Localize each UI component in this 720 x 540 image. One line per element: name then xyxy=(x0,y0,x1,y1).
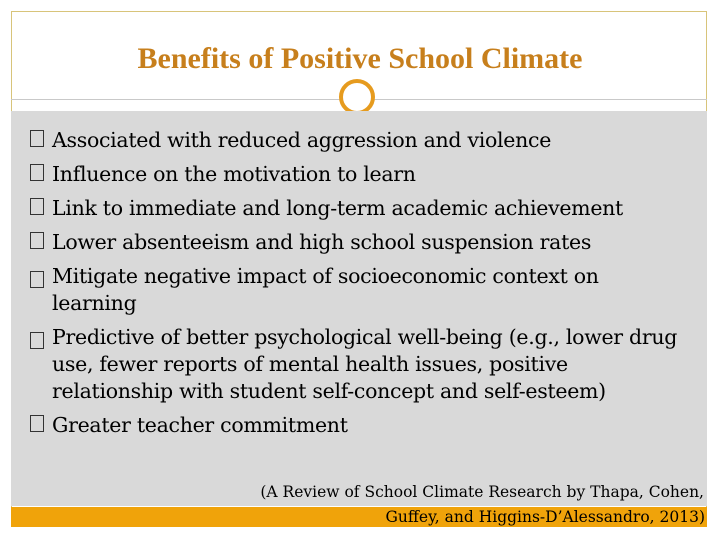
bullet-text: Mitigate negative impact of socioeconomic context on learning xyxy=(52,264,599,315)
bullet-item xyxy=(29,259,689,320)
ring-ornament-icon xyxy=(339,79,375,115)
bullet-box-icon xyxy=(30,198,44,215)
bullet-box-icon xyxy=(30,271,44,288)
citation-line-2: Guffey, and Higgins-D’Alessandro, 2013) xyxy=(385,508,705,526)
bullet-text: Associated with reduced aggression and violence xyxy=(52,128,552,152)
bullet-item xyxy=(29,320,689,408)
bullet-list xyxy=(29,123,689,442)
bullet-item xyxy=(29,123,689,157)
bullet-text: Influence on the motivation to learn xyxy=(52,162,416,186)
bullet-item xyxy=(29,157,689,191)
citation-line-1: (A Review of School Climate Research by Thapa, Cohen, xyxy=(260,483,704,501)
bullet-box-icon xyxy=(30,415,44,432)
bullet-box-icon xyxy=(30,130,44,147)
bullet-text: Greater teacher commitment xyxy=(52,413,348,437)
bullet-item xyxy=(29,408,689,442)
bullet-item xyxy=(29,191,689,225)
bullet-item xyxy=(29,225,689,259)
bullet-text: Predictive of better psychological well-being (e.g., lower drug use, fewer reports of mental health issues, positive relationship with student self-concept and self-esteem) xyxy=(52,325,678,403)
bullet-text: Lower absenteeism and high school suspension rates xyxy=(52,230,592,254)
bullet-box-icon xyxy=(30,332,44,349)
slide-title: Benefits of Positive School Climate xyxy=(137,42,583,75)
bullet-box-icon xyxy=(30,232,44,249)
bullet-text: Link to immediate and long-term academic achievement xyxy=(52,196,623,220)
bullet-box-icon xyxy=(30,164,44,181)
